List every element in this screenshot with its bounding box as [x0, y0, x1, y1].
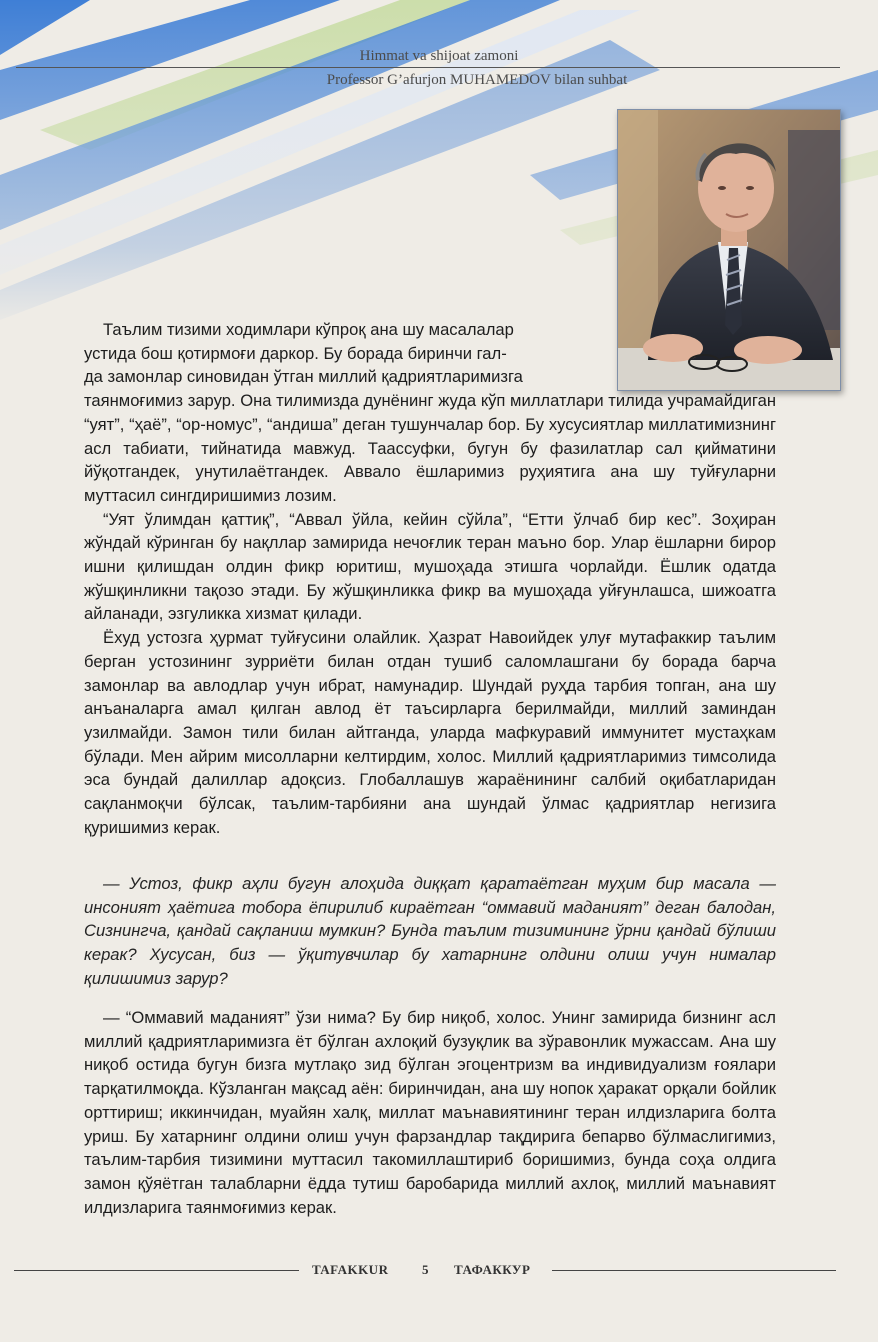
- footer-title-cyrillic: ТАФАККУР: [454, 1262, 531, 1277]
- paragraph-1-line-3: да замонлар синовидан ўтган миллий қадриятларимизга: [84, 367, 523, 387]
- paragraph-1: [84, 318, 776, 508]
- paragraph-1-rest: таянмоғимиз зарур. Она тилимизда дунёнинг жуда кўп миллатлари тилида учрамайдиган “уят”, “ҳаё”, “ор-номус”, “андиша” деган тушунчалар бор. Бу хусусиятлар миллатимизнинг асл табиати, тийнатида мавжуд. Таассуфки, бугун бу фазилатлар сал қийматини йўқотгандек, унутилаётгандек. Аввало ёшларимиз руҳиятига ана шу туйғуларни муттасил сингдиришимиз лозим.: [84, 391, 776, 505]
- article-body-part1: [84, 318, 776, 839]
- header-rule: [16, 67, 840, 68]
- interview-answer: [84, 1006, 776, 1219]
- running-head-title: Himmat va shijoat zamoni: [359, 48, 519, 64]
- interview-question: [84, 872, 776, 991]
- question-text: — Устоз, фикр аҳли бугун алоҳида диққат қаратаётган муҳим бир масала — инсоният ҳаётига тобора ёпирилиб кираётган “оммавий маданият” деган балодан, Сизнингча, қандай сақланиш мумкин? Бунда таълим тизимининг ўрни қандай бўлиши керак? Хусусан, биз — ўқитувчилар бу хатарнинг олдини олиш учун нималар қилишимиз зарур?: [84, 874, 776, 988]
- paragraph-3: Ёхуд устозга ҳурмат туйғусини олайлик. Ҳазрат Навоийдек улуғ мутафаккир таълим берган устозининг зурриёти билан отдан тушиб саломлашгани бу борада барча замонлар ва авлодлар учун ибрат, намунадир. Шундай руҳда тарбия топган, ана шу анъаналарга амал қилган авлод ёт таъсирларга берилмайди, миллий заминдан узилмайди. Замон тили билан айтганда, уларда мафкуравий иммунитет мустаҳкам бўлади. Мен айрим мисолларни келтирдим, холос. Миллий қадриятларимиз тимсолида эса бундай далиллар адоқсиз. Глобаллашув жараёнининг салбий оқибатларидан сақланмоқчи бўлсак, таълим-тарбияни ана шундай ўлмас қадриятлар негизига қуришимиз керак.: [84, 628, 776, 837]
- page-number: 5: [422, 1262, 429, 1277]
- footer-rule-right: [552, 1270, 836, 1271]
- paragraph-2: “Уят ўлимдан қаттиқ”, “Аввал ўйла, кейин сўйла”, “Етти ўлчаб бир кес”. Зоҳиран жўндай кўринган бу нақллар замирида нечоғлик теран маъно бор. Улар ёшларни бирор ишни қилишдан олдин фикр юритиш, мушоҳада этишга чорлайди. Ёшлик одатда жўшқинликни тақозо этади. Бу жўшқинликка фикр ва мушоҳада уйғунлашса, шижоатга айланади, эзгуликка хизмат қилади.: [84, 509, 776, 624]
- footer-title-latin: TAFAKKUR: [312, 1262, 389, 1277]
- running-head-subtitle: Professor G’afurjon MUHAMEDOV bilan suhbat: [326, 72, 628, 88]
- paragraph-1-line-1: Таълим тизими ходимлари кўпроқ ана шу масалалар: [103, 320, 514, 339]
- answer-text: — “Оммавий маданият” ўзи нима? Бу бир ниқоб, холос. Унинг замирида бизнинг асл миллий қадриятларимизга ёт бўлган ахлоқий бузуқлик ва зўравонлик мужассам. Ана шу ниқоб остида бугун бизга мутлақо зид бўлган эгоцентризм ва индивидуализм ғоялари тарқатилмоқда. Кўзланган мақсад аён: биринчидан, ана шу нопок ҳаракат орқали бойлик орттириш; иккинчидан, муайян халқ, миллат маънавиятининг теран илдизларига болта уриш. Бу хатарнинг олдини олиш учун фарзандлар тақдирига бепарво бўлмаслигимиз, таълим-тарбия тизимини муттасил такомиллаштириб боришимиз, бунда соҳа олдига замон қўяётган талабларни ёдда тутиш баробарида миллий ахлоқ, миллий маънавият илдизларига таянмоғимиз керак.: [84, 1008, 776, 1217]
- page-footer: [0, 1261, 878, 1281]
- footer-rule-left: [14, 1270, 299, 1271]
- paragraph-1-line-2: устида бош қотирмоғи даркор. Бу борада биринчи гал-: [84, 343, 507, 363]
